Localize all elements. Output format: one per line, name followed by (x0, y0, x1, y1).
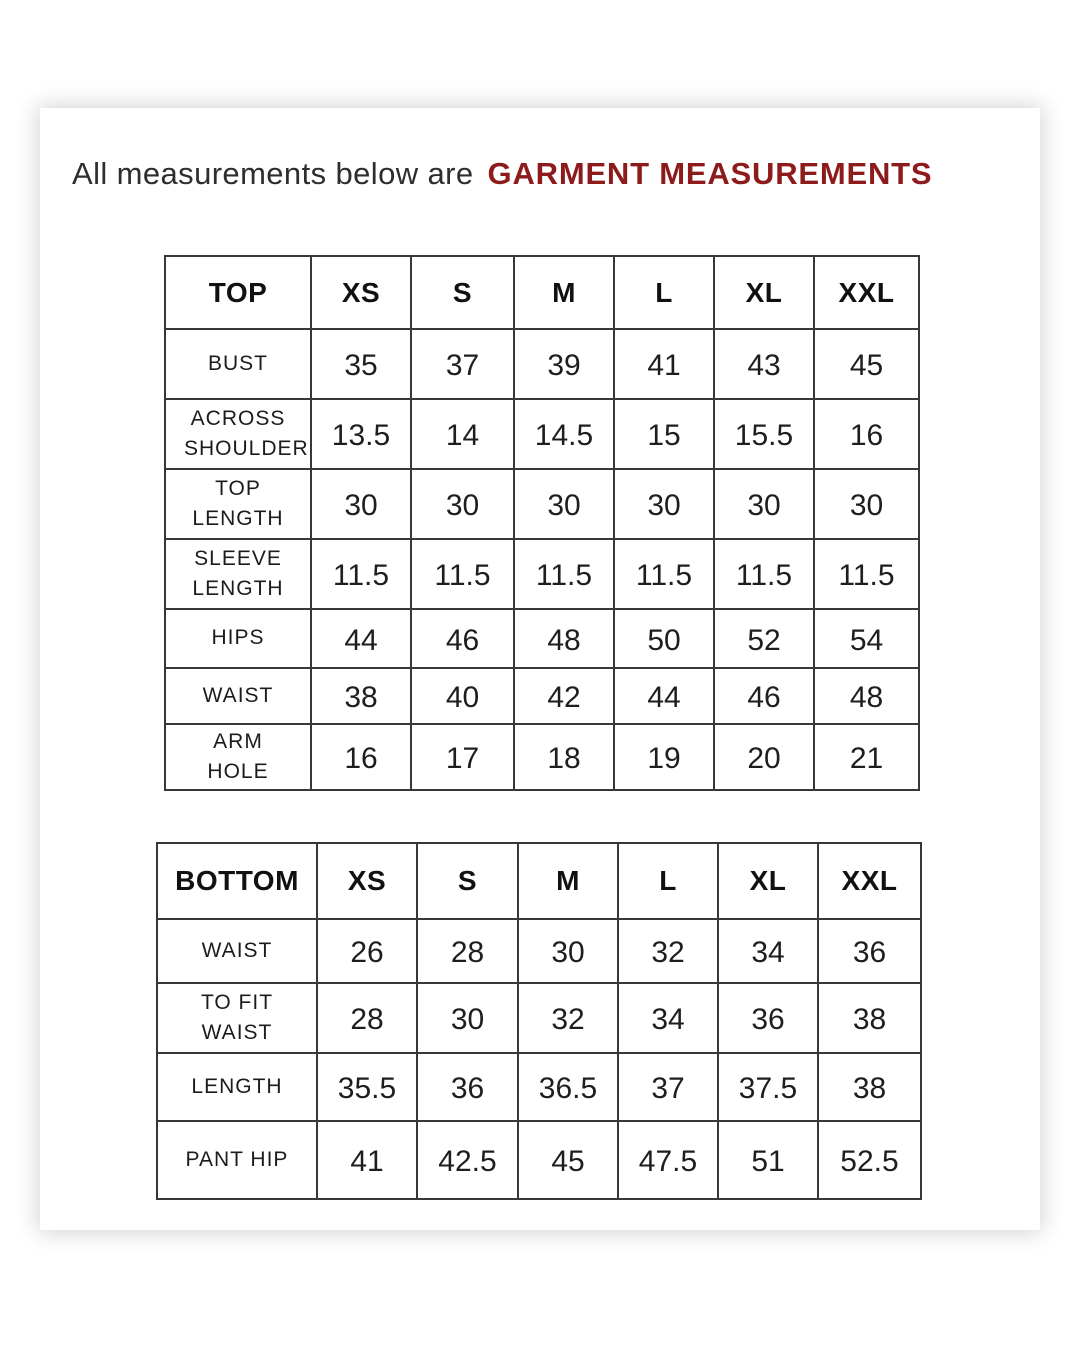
measurement-value-cell: 30 (614, 469, 714, 539)
measurement-value-cell: 37 (411, 329, 514, 399)
measurement-label-cell: TO FIT WAIST (157, 983, 317, 1053)
measurement-value-cell: 41 (317, 1121, 417, 1199)
title-highlight: GARMENT MEASUREMENTS (487, 156, 933, 191)
measurement-value-cell: 42.5 (417, 1121, 518, 1199)
measurement-value-cell: 52.5 (818, 1121, 921, 1199)
table-row (165, 609, 919, 668)
size-header-cell: XS (311, 256, 411, 329)
measurement-value-cell: 21 (814, 724, 919, 790)
size-header-cell: XXL (818, 843, 921, 919)
measurement-value-cell: 35 (311, 329, 411, 399)
measurement-value-cell: 16 (814, 399, 919, 469)
measurement-value-cell: 26 (317, 919, 417, 983)
measurement-value-cell: 18 (514, 724, 614, 790)
measurement-label-cell: PANT HIP (157, 1121, 317, 1199)
measurement-value-cell: 14.5 (514, 399, 614, 469)
measurement-value-cell: 51 (718, 1121, 818, 1199)
measurement-value-cell: 19 (614, 724, 714, 790)
measurement-value-cell: 15.5 (714, 399, 814, 469)
size-chart-card (40, 108, 1040, 1230)
size-header-cell: XL (714, 256, 814, 329)
measurement-value-cell: 54 (814, 609, 919, 668)
table-row (165, 539, 919, 609)
table-title-cell: BOTTOM (157, 843, 317, 919)
measurement-value-cell: 30 (714, 469, 814, 539)
table-title-cell: TOP (165, 256, 311, 329)
measurement-label-cell: ARM HOLE (165, 724, 311, 790)
measurement-value-cell: 32 (518, 983, 618, 1053)
measurement-value-cell: 30 (518, 919, 618, 983)
measurement-value-cell: 20 (714, 724, 814, 790)
table-row (157, 919, 921, 983)
measurement-value-cell: 30 (514, 469, 614, 539)
measurement-value-cell: 32 (618, 919, 718, 983)
measurement-value-cell: 36 (417, 1053, 518, 1121)
measurement-value-cell: 38 (818, 983, 921, 1053)
table-row (165, 399, 919, 469)
size-header-cell: M (518, 843, 618, 919)
size-header-cell: XL (718, 843, 818, 919)
measurement-label-cell: TOP LENGTH (165, 469, 311, 539)
measurement-value-cell: 37.5 (718, 1053, 818, 1121)
measurement-value-cell: 46 (714, 668, 814, 724)
measurement-value-cell: 28 (417, 919, 518, 983)
measurement-value-cell: 39 (514, 329, 614, 399)
measurement-value-cell: 41 (614, 329, 714, 399)
measurement-label-cell: BUST (165, 329, 311, 399)
measurement-value-cell: 11.5 (311, 539, 411, 609)
table-row (165, 668, 919, 724)
measurement-label-cell: ACROSS SHOULDER (165, 399, 311, 469)
measurement-value-cell: 11.5 (411, 539, 514, 609)
measurement-value-cell: 11.5 (814, 539, 919, 609)
measurement-value-cell: 11.5 (714, 539, 814, 609)
measurement-value-cell: 30 (411, 469, 514, 539)
measurement-value-cell: 48 (814, 668, 919, 724)
measurement-value-cell: 30 (814, 469, 919, 539)
table-row (165, 329, 919, 399)
measurement-value-cell: 47.5 (618, 1121, 718, 1199)
measurement-value-cell: 44 (311, 609, 411, 668)
measurement-value-cell: 50 (614, 609, 714, 668)
measurement-value-cell: 42 (514, 668, 614, 724)
table-row (165, 469, 919, 539)
measurement-value-cell: 46 (411, 609, 514, 668)
measurement-value-cell: 45 (518, 1121, 618, 1199)
table-row (157, 1121, 921, 1199)
measurement-value-cell: 40 (411, 668, 514, 724)
table-row (165, 724, 919, 790)
measurement-value-cell: 45 (814, 329, 919, 399)
page-title (72, 156, 932, 192)
table-row (157, 1053, 921, 1121)
header-row (157, 843, 921, 919)
size-header-cell: M (514, 256, 614, 329)
measurement-label-cell: WAIST (165, 668, 311, 724)
measurement-value-cell: 43 (714, 329, 814, 399)
measurement-value-cell: 17 (411, 724, 514, 790)
top-measurements-table (164, 255, 920, 791)
measurement-value-cell: 11.5 (614, 539, 714, 609)
measurement-value-cell: 36 (818, 919, 921, 983)
measurement-value-cell: 34 (618, 983, 718, 1053)
measurement-value-cell: 34 (718, 919, 818, 983)
measurement-label-cell: HIPS (165, 609, 311, 668)
measurement-value-cell: 35.5 (317, 1053, 417, 1121)
measurement-value-cell: 30 (417, 983, 518, 1053)
measurement-value-cell: 38 (818, 1053, 921, 1121)
measurement-value-cell: 15 (614, 399, 714, 469)
measurement-value-cell: 11.5 (514, 539, 614, 609)
measurement-label-cell: SLEEVE LENGTH (165, 539, 311, 609)
measurement-value-cell: 48 (514, 609, 614, 668)
measurement-value-cell: 44 (614, 668, 714, 724)
measurement-value-cell: 14 (411, 399, 514, 469)
measurement-value-cell: 13.5 (311, 399, 411, 469)
size-header-cell: S (417, 843, 518, 919)
measurement-value-cell: 52 (714, 609, 814, 668)
title-prefix: All measurements below are (72, 156, 474, 191)
size-header-cell: XXL (814, 256, 919, 329)
size-header-cell: XS (317, 843, 417, 919)
table-row (157, 983, 921, 1053)
measurement-value-cell: 16 (311, 724, 411, 790)
measurement-label-cell: WAIST (157, 919, 317, 983)
measurement-value-cell: 28 (317, 983, 417, 1053)
header-row (165, 256, 919, 329)
measurement-value-cell: 36 (718, 983, 818, 1053)
size-header-cell: S (411, 256, 514, 329)
measurement-value-cell: 38 (311, 668, 411, 724)
measurement-label-cell: LENGTH (157, 1053, 317, 1121)
measurement-value-cell: 37 (618, 1053, 718, 1121)
measurement-value-cell: 30 (311, 469, 411, 539)
measurement-value-cell: 36.5 (518, 1053, 618, 1121)
size-header-cell: L (618, 843, 718, 919)
bottom-measurements-table (156, 842, 922, 1200)
size-header-cell: L (614, 256, 714, 329)
